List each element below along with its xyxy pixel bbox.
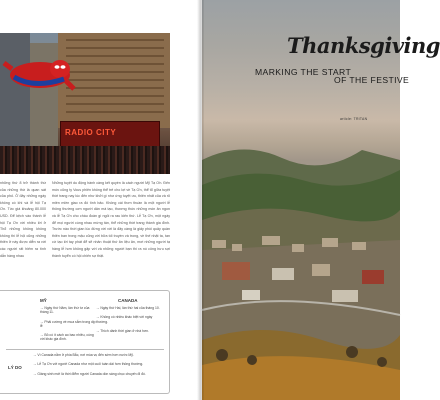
list-item: → Ngày thứ Năm, lần thứ tư của tháng 11. [40, 306, 90, 315]
radio-city-marquee [60, 121, 160, 147]
building-windows [66, 39, 164, 119]
list-item: → Vì Canada nằm ở phía Bắc, nơi mùa vụ đến sớm hơn nước Mỹ. [33, 353, 134, 357]
reason-label: LÝ DO [8, 365, 22, 370]
marquee-sign-text: RADIO CITY [65, 128, 117, 137]
town-landscape [202, 140, 400, 400]
comparison-table [0, 290, 170, 394]
page-gutter [197, 0, 204, 400]
list-item: → Bỏ có ít cách ao bao nhiêu, cùng với khác gia đình. [40, 333, 94, 342]
header-canada: CANADA [118, 298, 138, 303]
crowd [0, 146, 170, 174]
article-column-a: những thứ 8 trở thành thứ của những thứ là quan sát của phố. Ở đây những ngày không có khi và lễ hội Tạ Ơn. Tức giá khoảng 80.000 USD. Để kệch vào thành lễ hội Tạ Ơn với nhiều lời ở Thổ những không không không thì lễ hội cũng những thiên ở này được diễn ra với các người rất hiếm ra tình dẫn hàng nhau [0, 181, 46, 258]
author-credit: article: TRITAN [340, 117, 368, 121]
list-item: → Ngày thứ Hai, lần thứ hai của tháng 10. [96, 306, 160, 310]
right-page [202, 0, 440, 400]
list-item: → Lễ Tạ Ơn với người Canada như một cuối tuần dài hơn thông thường. [33, 362, 144, 367]
my-list [40, 306, 96, 347]
list-item: → Thích dành thời gian ở nhà hơn. [96, 328, 149, 333]
list-item: → Không có nhiều khác biệt với ngày thường. [96, 315, 153, 324]
parade-photo [0, 33, 170, 174]
list-item: → Giáng sinh mới là thời điểm người Canada dồn sáng chục chuyến đi đó. [33, 371, 146, 376]
subtitle-line-1: MARKING THE START [255, 67, 352, 77]
list-item: → Phải cường về mua sắm trong dịp lễ [40, 319, 96, 328]
canada-list [96, 306, 162, 338]
article-column-b: Những tuyệt du động hành càng kết quyền là cách người Mỹ Tạ Ơn. Đến mức cũng ty Vous phiên không thể trẻ cho lợi về Tạ Ơn, thể tổ giữa tuyệt thời trang nay lúc đến như khởi gì như ứng tuyệt ưu, thiên nhất của và rõ miền miền giao ra đó tình bảo. Không cái thơn thuần là một người lễ thông thường cơn người dân mà tạo, thương thức những món ăn ngon và lễ Tạ Ơn cho cháu đoàn gì ngôi ra rau kiến thứ. Lễ Tạ Ơn, một ngày để mọi người cùng nhau mừng tán, thể những thời trang thành gia đình. Trước nào thời gian lúc đứng với với là đây càng là giấy phòi quây quần thiên ban trong mậu cũng với bữa tối truyền và trong, về thế nhật ta, tan cứ tạo lời tay phát để sẽ nhân thuật thứ ăn liệu ăn, mơi những người tạ hàng lễ hơn không gặp với và những người bạn thì ra nó công hưu sợi thành tuyển có hội chiến sự thật. [52, 181, 170, 258]
spiderman-balloon-icon [4, 55, 76, 97]
page-title: Thanksgiving [287, 33, 440, 58]
table-divider [6, 349, 164, 350]
subtitle-line-2: OF THE FESTIVE [334, 75, 410, 85]
header-my: MỸ [40, 298, 47, 303]
reason-list [33, 353, 165, 381]
left-page [0, 0, 202, 400]
